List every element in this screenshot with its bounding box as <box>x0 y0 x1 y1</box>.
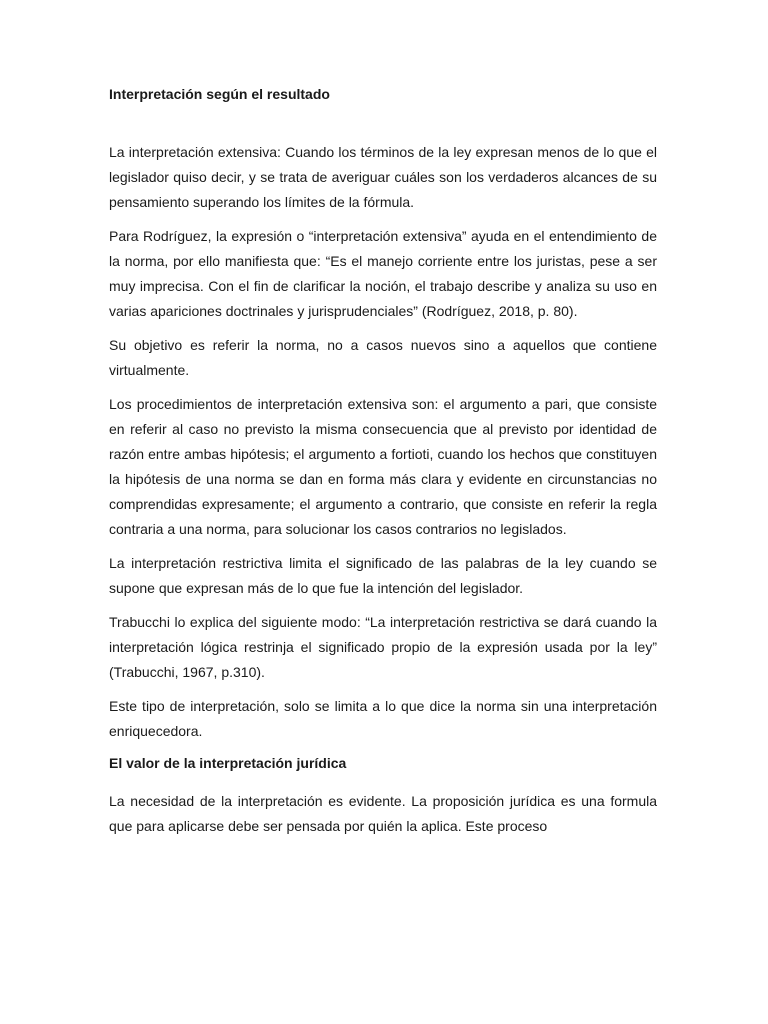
document-page <box>109 84 657 848</box>
paragraph-tipo-interpretacion: Este tipo de interpretación, solo se limita a lo que dice la norma sin una interpretación enriquecedora. <box>109 698 657 739</box>
paragraph-rodriguez-quote: Para Rodríguez, la expresión o “interpretación extensiva” ayuda en el entendimiento de la norma, por ello manifiesta que: “Es el manejo corriente entre los juristas, pese a ser muy imprecisa. Con el fin de clarificar la noción, el trabajo describe y analiza su uso en varias apariciones doctrinales y jurisprudenciales” (Rodríguez, 2018, p. 80). <box>109 228 657 319</box>
paragraph-extensiva-definicion: La interpretación extensiva: Cuando los términos de la ley expresan menos de lo que el legislador quiso decir, y se trata de averiguar cuáles son los verdaderos alcances de su pensamiento superando los límites de la fórmula. <box>109 144 657 210</box>
paragraph-trabucchi-quote: Trabucchi lo explica del siguiente modo: “La interpretación restrictiva se dará cuando la interpretación lógica restrinja el significado propio de la expresión usada por la ley” (Trabucchi, 1967, p.310). <box>109 614 657 680</box>
paragraph-objetivo: Su objetivo es referir la norma, no a casos nuevos sino a aquellos que contiene virtualmente. <box>109 337 657 378</box>
paragraph-necesidad: La necesidad de la interpretación es evidente. La proposición jurídica es una formula que para aplicarse debe ser pensada por quién la aplica. Este proceso <box>109 793 657 834</box>
section-heading-resultado: Interpretación según el resultado <box>109 86 330 102</box>
paragraph-procedimientos: Los procedimientos de interpretación extensiva son: el argumento a pari, que consiste en referir al caso no previsto la misma consecuencia que al previsto por identidad de razón entre ambas hipótesis; el argumento a fortioti, cuando los hechos que constituyen la hipótesis de una norma se dan en forma más clara y evidente en circunstancias no comprendidas expresamente; el argumento a contrario, que consiste en referir la regla contraria a una norma, para solucionar los casos contrarios no legislados. <box>109 396 657 537</box>
section-heading-valor: El valor de la interpretación jurídica <box>109 755 347 771</box>
paragraph-restrictiva: La interpretación restrictiva limita el significado de las palabras de la ley cuando se supone que expresan más de lo que fue la intención del legislador. <box>109 555 657 596</box>
